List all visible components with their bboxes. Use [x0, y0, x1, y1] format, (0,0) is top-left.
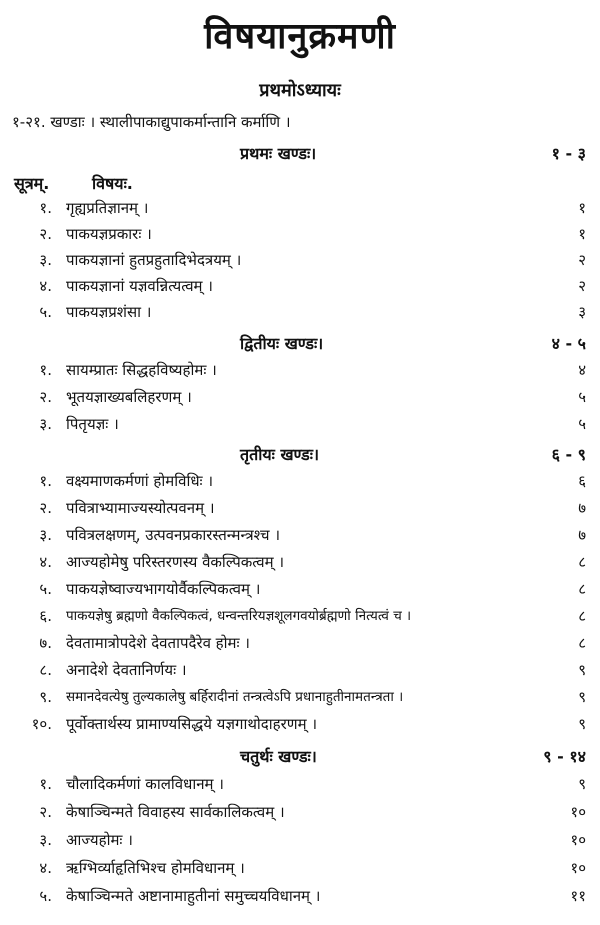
item-text: वक्ष्यमाणकर्मणां होमविधिः ।: [66, 472, 214, 490]
item-text: पाकयज्ञेष्वाज्यभागयोर्वैकल्पिकत्वम् ।: [66, 580, 261, 598]
list-item: [0, 302, 600, 326]
item-page: ८: [578, 634, 586, 652]
item-number: २.: [39, 803, 52, 821]
item-text: भूतयज्ञाख्यबलिहरणम् ।: [66, 388, 192, 406]
item-page: ६: [578, 472, 586, 490]
item-number: ७.: [39, 634, 52, 652]
item-number: ८.: [39, 661, 52, 679]
item-number: ९.: [39, 688, 52, 706]
list-item: [0, 830, 600, 854]
section-page-range: ६ - ९: [551, 445, 586, 464]
section-name: तृतीयः खण्डः।: [240, 445, 320, 464]
list-item: [0, 387, 600, 411]
item-number: ४.: [39, 277, 52, 295]
item-text: गृह्यप्रतिज्ञानम् ।: [66, 199, 149, 217]
item-page: ९: [578, 775, 586, 793]
item-number: ५.: [39, 580, 52, 598]
list-item: [0, 250, 600, 274]
list-item: [0, 276, 600, 300]
list-item: [0, 198, 600, 222]
list-item: [0, 552, 600, 576]
item-text: आज्यहोमेषु परिस्तरणस्य वैकल्पिकत्वम् ।: [66, 553, 285, 571]
list-item: [0, 606, 600, 630]
item-text: पाकयज्ञप्रकारः ।: [66, 225, 152, 243]
list-item: [0, 660, 600, 684]
item-text: समानदेवत्येषु तुल्यकालेषु बर्हिरादीनां तन्त्रत्वेऽपि प्रधानाहुतीनामतन्त्रता ।: [66, 689, 404, 705]
column-header-sutra: सूत्रम्.: [14, 174, 50, 193]
item-page: ९: [578, 661, 586, 679]
list-item: [0, 471, 600, 495]
item-number: १.: [39, 472, 52, 490]
section-name: द्वितीयः खण्डः।: [240, 334, 324, 353]
list-item: [0, 360, 600, 384]
item-page: ७: [578, 499, 586, 517]
item-text: सायम्प्रातः सिद्धहविष्यहोमः ।: [66, 361, 217, 379]
item-page: ७: [578, 526, 586, 544]
item-text: देवतामात्रोपदेशे देवतापदैरेव होमः ।: [66, 634, 250, 652]
item-page: ९: [578, 688, 586, 706]
item-number: ३.: [39, 526, 52, 544]
section-page-range: ९ - १४: [543, 747, 586, 766]
item-page: ४: [578, 361, 586, 379]
section-heading-4: [0, 745, 600, 767]
item-number: ३.: [39, 251, 52, 269]
section-heading-1: [0, 142, 600, 164]
item-text: केषाञ्चिन्मते अष्टानामाहुतीनां समुच्चयविधानम् ।: [66, 887, 321, 905]
list-item: [0, 224, 600, 248]
item-text: चौलादिकर्मणां कालविधानम् ।: [66, 775, 224, 793]
item-text: ऋग्भिर्व्याहृतिभिश्च होमविधानम् ।: [66, 859, 245, 877]
item-number: ४.: [39, 553, 52, 571]
item-number: २.: [39, 388, 52, 406]
list-item: [0, 414, 600, 438]
item-number: २.: [39, 225, 52, 243]
item-text: पाकयज्ञानां हुतप्रहुतादिभेदत्रयम् ।: [66, 251, 242, 269]
item-text: पाकयज्ञानां यज्ञवन्नित्यत्वम् ।: [66, 277, 213, 295]
item-page: ९: [578, 715, 586, 733]
item-number: २.: [39, 499, 52, 517]
item-page: १०: [570, 803, 586, 821]
item-number: ५.: [39, 303, 52, 321]
list-item: [0, 802, 600, 826]
item-page: २: [578, 277, 586, 295]
item-number: ३.: [39, 415, 52, 433]
item-text: पाकयज्ञप्रशंसा ।: [66, 303, 152, 321]
item-page: १: [578, 199, 586, 217]
item-page: १०: [570, 859, 586, 877]
item-page: १: [578, 225, 586, 243]
list-item: [0, 525, 600, 549]
item-page: ५: [578, 388, 586, 406]
item-text: पूर्वोक्तार्थस्य प्रामाण्यसिद्धये यज्ञगाथोदाहरणम् ।: [66, 715, 318, 733]
item-number: १.: [39, 199, 52, 217]
item-number: १०.: [31, 715, 52, 733]
chapter-range-line: १-२१. खण्डाः । स्थालीपाकाद्युपाकर्मान्तानि कर्माणि ।: [12, 113, 291, 131]
list-item: [0, 579, 600, 603]
section-name: चतुर्थः खण्डः।: [240, 747, 317, 766]
list-item: [0, 714, 600, 738]
section-name: प्रथमः खण्डः।: [240, 144, 317, 163]
item-page: ८: [578, 607, 586, 625]
item-number: ४.: [39, 859, 52, 877]
chapter-heading: प्रथमोऽध्यायः: [259, 80, 341, 101]
item-page: ३: [578, 303, 586, 321]
list-item: [0, 498, 600, 522]
item-page: ८: [578, 580, 586, 598]
list-item: [0, 633, 600, 657]
item-number: ५.: [39, 887, 52, 905]
item-text: पवित्रलक्षणम्, उत्पवनप्रकारस्तन्मन्त्रश्च ।: [66, 526, 281, 544]
item-number: १.: [39, 775, 52, 793]
item-number: १.: [39, 361, 52, 379]
section-heading-2: [0, 332, 600, 354]
page-title: विषयानुक्रमणी: [204, 16, 396, 57]
item-text: पितृयज्ञः ।: [66, 415, 119, 433]
item-number: ३.: [39, 831, 52, 849]
column-header-vishaya: विषयः.: [92, 174, 133, 193]
list-item: [0, 886, 600, 910]
item-text: पाकयज्ञेषु ब्रह्मणो वैकल्पिकत्वं, धन्वन्तरियज्ञशूलगवयोर्ब्रह्मणो नित्यत्वं च ।: [66, 608, 412, 624]
item-text: केषाञ्चिन्मते विवाहस्य सार्वकालिकत्वम् ।: [66, 803, 285, 821]
item-page: ११: [570, 887, 586, 905]
item-number: ६.: [39, 607, 52, 625]
list-item: [0, 687, 600, 711]
item-text: पवित्राभ्यामाज्यस्योत्पवनम् ।: [66, 499, 215, 517]
item-page: ५: [578, 415, 586, 433]
item-text: अनादेशे देवतानिर्णयः ।: [66, 661, 187, 679]
item-page: १०: [570, 831, 586, 849]
section-page-range: १ - ३: [551, 144, 586, 163]
item-page: ८: [578, 553, 586, 571]
list-item: [0, 858, 600, 882]
section-heading-3: [0, 443, 600, 465]
list-item: [0, 774, 600, 798]
item-text: आज्यहोमः ।: [66, 831, 133, 849]
section-page-range: ४ - ५: [551, 334, 586, 353]
item-page: २: [578, 251, 586, 269]
